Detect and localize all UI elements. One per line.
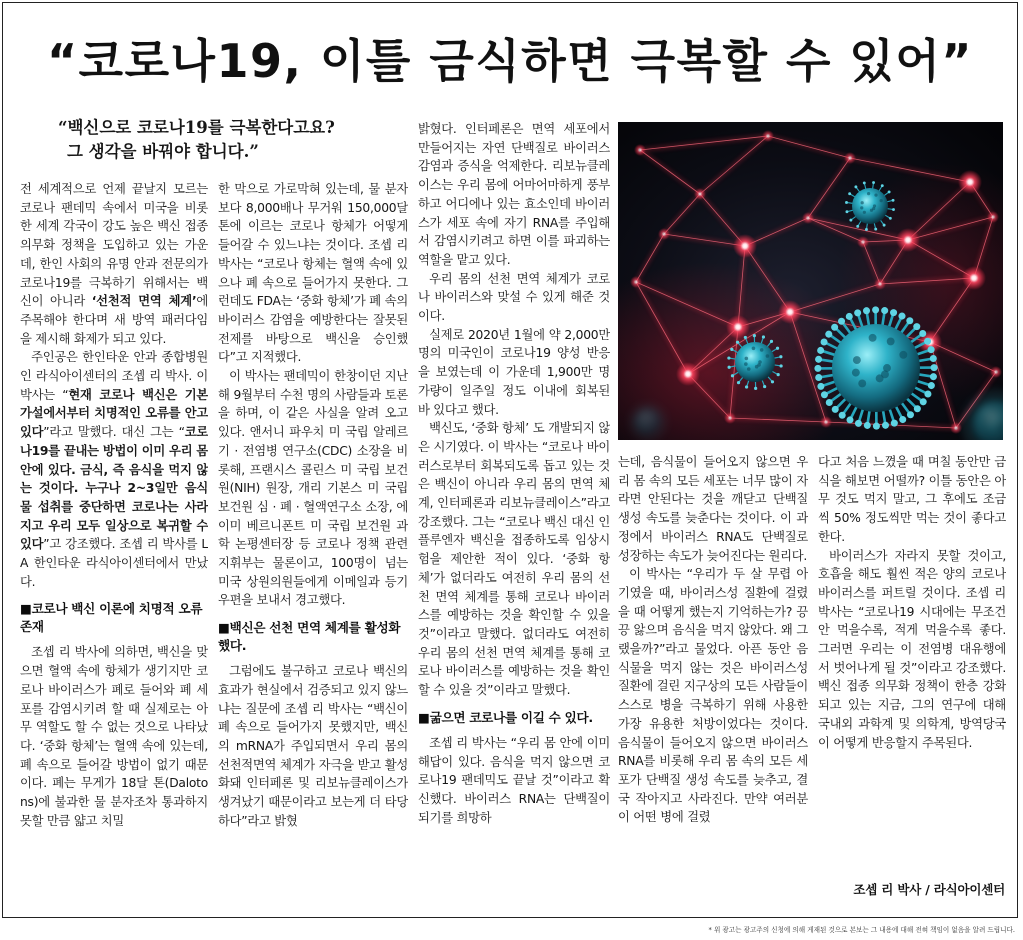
article-paragraph (618, 565, 808, 827)
virus-surface-dot (874, 194, 877, 197)
glowing-node (694, 188, 706, 200)
article-column-3 (418, 120, 610, 914)
virus-surface-dot (986, 430, 990, 434)
virus-spike-tip (744, 336, 747, 339)
glowing-node (762, 130, 774, 142)
bold-text: 현재 코로나 백신은 기본 가설에서부터 치명적인 오류를 안고 있다 (20, 387, 208, 440)
virus-spike-tip (838, 318, 845, 325)
virus-surface-dot (899, 351, 907, 359)
virus-spike-tip (891, 420, 898, 427)
virus-spike-tip (631, 411, 633, 413)
text-run: 조셉 리 박사는 “우리 몸 안에 이미 해답이 있다. 음식을 먹지 않으면 코로나19 팬데믹도 끝날 것”이라고 확신했다. 바이러스 RNA는 단백질이 되기를 희망하 (418, 735, 610, 825)
virus-surface-dot (996, 428, 1000, 432)
headline: “코로나19, 이틀 금식하면 극복할 수 있어” (46, 34, 974, 88)
virus-spike-tip (817, 347, 824, 354)
virus-spike-tip (826, 399, 833, 406)
article-paragraph (618, 453, 808, 565)
glowing-node (874, 278, 886, 290)
virus-spike-tip (636, 406, 638, 408)
glowing-node (724, 412, 736, 424)
virus-surface-dot (651, 412, 654, 415)
virus-surface-dot (648, 424, 651, 427)
virus-surface-dot (640, 422, 643, 425)
article-column-2 (218, 180, 408, 914)
virus-spike-tip (854, 185, 857, 188)
virus-spike-tip (872, 306, 879, 313)
text-run: 이 박사는 팬데믹이 한창이던 지난해 9월부터 수천 명의 사람들과 토론을 하며, 이 같은 사실을 알려 오고 있다. 앤서니 파우치 미 국립 알레르기 · 전염병 연구소(CDC) 소장을 비롯해, 프랜시스 콜린스 미 국립 보건원(NIH) 원장, 개리 기본스 미 국립 보건원 심 · 폐 · 혈액연구소 소장, 에이미 베르니폰트 미 국립 보건원 과학 논평센터장 등 코로나 정책 관련 지휘부는 물론이고, 100명이 넘는 미국 상원의원들에게 이메일과 등기우편을 보내서 경고했다. (218, 369, 408, 608)
virus-spike-tip (848, 192, 851, 195)
subheadline-line: 그 생각을 바꿔야 합니다.” (67, 142, 259, 161)
virus-spike-tip (970, 401, 974, 405)
virus-spike-tip (650, 403, 652, 405)
virus-surface-dot (745, 357, 749, 361)
glowing-node (844, 152, 856, 164)
virus-surface-dot (880, 199, 883, 202)
virus-surface-dot (641, 418, 644, 421)
virus-spike-tip (889, 217, 892, 220)
virus-spike-tip (629, 425, 631, 427)
article-column-4 (618, 453, 808, 914)
virus-surface-dot (853, 356, 861, 364)
virus-spike-tip (899, 416, 906, 423)
virus-spike-tip (770, 340, 773, 343)
virus-spike-tip (930, 373, 937, 380)
text-run: 조셉 리 박사에 의하면, 백신을 맞으면 혈액 속에 항체가 생기지만 코로나 바이러스가 폐로 들어와 폐 세포를 감염시키려 할 때 실제로는 아무 역할도 할 수 없는 것으로 나타났다. ‘중화 항체’는 혈액 속에 있는데, 폐 속으로 들어갈 방법이 없기 때문이다. 폐는 무게가 18달 톤(Dalotons)에 불과한 물 분자조차 통과하지 못할 만큼 얇고 치밀 (20, 645, 208, 828)
virus-surface-dot (858, 379, 866, 387)
virus-spike-tip (892, 208, 895, 211)
virus-spike-tip (963, 426, 967, 430)
text-run: 그럼에도 불구하고 코로나 백신의 효과가 현실에서 검증되고 있지 않느냐는 질문에 조셉 리 박사는 “백신이 폐 속으로 들어가지 못했지만, 백신의 mRNA가 주입되면서 우리 몸의 선천적면역 체계가 자극을 받고 활성화돼 인터페론 및 리보뉴클레이스가 생겨났기 때문이라고 보는게 더 타당하다”라고 밝혔 (218, 664, 408, 828)
glowing-node (896, 228, 920, 252)
article-paragraph (418, 120, 610, 270)
virus-spike-tip (763, 385, 766, 388)
text-run: 바이러스가 자라지 못할 것이고, 호흡을 해도 훨씬 적은 양의 코로나 바이러스를 퍼트릴 것이다. 조셉 리 박사는 “코로나19 시대에는 무조건 안 먹을수록, 적게 먹을수록 좋다. 그러면 우리는 이 전염병 대유행에서 벗어나게 될 것”이라고 강조했다. 백신 접종 의무화 정책이 한층 강화되고 있는 지금, 그의 연구에 대해 국내외 과학계 및 의학계, 방역당국이 어떻게 반응할지 주목된다. (818, 548, 1006, 750)
article-paragraph (20, 643, 208, 830)
virus-spike-tip (762, 335, 765, 338)
virus-surface-dot (870, 209, 873, 212)
virus-spike-tip (919, 330, 926, 337)
virus-spike-tip (914, 405, 921, 412)
virus-spike-tip (821, 391, 828, 398)
virus-spike-tip (728, 366, 731, 369)
article-paragraph (218, 367, 408, 610)
virus-surface-dot (983, 418, 987, 422)
text-run: 이 박사는 “우리가 두 살 무렵 아기였을 때, 바이러스성 질환에 걸렸을 때 어떻게 했는지 기억하는가? 끙끙 앓으며 음식을 먹지 않았다. 왜 그랬을까?”라고 물었다. 아픈 동안 음식물을 먹지 않는 것은 바이러스성 질환에 걸린 지구상의 모든 사람들이 스스로 병을 극복하기 위해 사용한 가장 유용한 처방이었다는 것이다. 음식물이 들어오지 않으면 바이러스 RNA를 비롯해 우리 몸 속의 모든 세포가 단백질 생성 속도를 늦추고, 결국 작아지고 사라진다. 만약 여러분이 어떤 병에 걸렸 (618, 567, 808, 825)
text-run: 한 막으로 가로막혀 있는데, 물 분자보다 8,000배나 무거워 150,000달 톤에 이르는 코로나 항체가 어떻게 들어갈 수 있느냐는 것이다. 조셉 리 박사는 “코로나 항체는 혈액 속에 있으나 폐 속으로 들어가지 못한다. 그런데도 FDA는 ‘중화 항체’가 폐 속의 바이러스 감염을 예방한다는 잘못된 전제를 바탕으로 백신을 승인했다”고 지적했다. (218, 182, 408, 365)
virus-spike-tip (736, 341, 739, 344)
virus-spike-tip (865, 228, 868, 231)
text-run: 밝혔다. 인터페론은 면역 세포에서 만들어지는 자연 단백질로 바이러스 감염과 증식을 억제한다. 리보뉴클레이스는 우리 몸에 어마어마하게 풍부하고 어디에나 있는 효소인데 바이러스가 세포 속에 자기 RNA를 주입해서 감염시키려고 하면 이를 파괴하는 역할을 맡고 있다. (418, 122, 610, 267)
virus-spike-tip (730, 348, 733, 351)
virus-surface-dot (992, 405, 996, 409)
virus-surface-dot (863, 211, 866, 214)
virus-spike-tip (753, 334, 756, 337)
virus-spike-tip (881, 307, 888, 314)
text-run: 우리 몸의 선천 면역 체계가 코로나 바이러스와 맞설 수 있게 해준 것이다. (418, 271, 610, 324)
virus-surface-dot (887, 337, 895, 345)
virus-spike-tip (965, 435, 969, 439)
virus-spike-tip (863, 181, 866, 184)
virus-spike-tip (845, 201, 848, 204)
virus-spike-tip (881, 184, 884, 187)
virus-spike-tip (863, 307, 870, 314)
virus-spike-tip (920, 398, 927, 405)
virus-spike-tip (814, 365, 821, 372)
text-run: ”라고 말했다. 대신 그는 “ (43, 425, 185, 440)
glowing-node (676, 362, 700, 386)
virus-spike-tip (846, 313, 853, 320)
virus-spike-tip (928, 346, 935, 353)
virus-spike-tip (832, 406, 839, 413)
article-paragraph (818, 453, 1006, 547)
virus-surface-dot (646, 411, 649, 414)
virus-spike-tip (632, 432, 634, 434)
virus-spike-tip (873, 423, 880, 430)
glowing-node (820, 416, 832, 428)
glowing-node (726, 315, 750, 339)
virus-surface-dot (744, 362, 748, 366)
virus-spike-tip (779, 355, 782, 358)
virus-spike-tip (874, 228, 877, 231)
virus-spike-tip (855, 420, 862, 427)
virus-spike-tip (656, 405, 658, 407)
virus-spike-tip (771, 380, 774, 383)
virus-surface-dot (867, 192, 870, 195)
bold-text: ‘선천적 면역 체계’ (91, 294, 197, 309)
text-run: 백신도, ‘중화 항체’ 도 개발되지 않은 시기였다. 이 박사는 “코로나 바이러스로부터 회복되도록 돕고 있는 것은 백신이 아니라 우리 몸의 면역 체계, 인터페론과 리보뉴클레이스”라고 강조했다. 그는 “코로나 백신 대신 인플루엔자 백신을 접종하도록 임상시험을 제안한 적이 있다. ‘중화 항체’가 없더라도 여전히 우리 몸의 선천 면역 체계를 통해 코로나 바이러스를 예방하는 것을 확인할 수 있을 것”이라고 말했다. 없더라도 여전히 우리 몸의 선천 면역 체계를 통해 코로나 바이러스를 예방하는 것을 확인할 수 있을 것”이라고 말했다. (418, 421, 610, 698)
virus-spike-tip (846, 416, 853, 423)
virus-spike-tip (776, 347, 779, 350)
virus-surface-dot (752, 346, 756, 350)
virus-spike-tip (629, 418, 631, 420)
article-paragraph (218, 180, 408, 367)
virus-spike-tip (839, 412, 846, 419)
virus-spike-tip (963, 417, 967, 421)
virus-surface-dot (876, 374, 884, 382)
virus-spike-tip (849, 219, 852, 222)
virus-surface-dot (655, 417, 658, 420)
virus-spike-tip (854, 309, 861, 316)
article-paragraph (20, 348, 208, 591)
virus-spike-tip (924, 338, 931, 345)
glowing-node (962, 266, 986, 290)
article-column-1 (20, 180, 208, 914)
text-run: 주인공은 한인타운 안과 종합병원인 라식아이센터의 조셉 리 박사. 이 박사는 “ (20, 350, 208, 402)
virus-spike-tip (845, 210, 848, 213)
virus-spike-tip (727, 356, 730, 359)
glowing-node (658, 228, 670, 240)
virus-spike-tip (754, 387, 757, 390)
coronavirus-illustration (618, 122, 1003, 440)
virus-spike-tip (898, 313, 905, 320)
virus-spike-tip (658, 436, 660, 438)
text-run: 전 세계적으로 언제 끝날지 모르는 코로나 팬데믹 속에서 미국을 비롯한 세계 각국이 강도 높은 백신 접종 의무화 정책을 도입하고 있는 가운데, 한인 사회의 유명 안과 전문의가 코로나19를 극복하기 위해서는 백신이 아니라 (20, 182, 208, 309)
byline: 조셉 리 박사 / 라식아이센터 (853, 882, 1005, 897)
article-paragraph (418, 326, 610, 420)
glowing-node (802, 212, 814, 224)
virus-spike-tip (662, 410, 664, 412)
virus-spike-tip (777, 373, 780, 376)
virus-spike-tip (985, 392, 989, 396)
virus-surface-dot (869, 334, 877, 342)
glowing-node (778, 300, 802, 324)
virus-spike-tip (825, 331, 832, 338)
virus-surface-dot (760, 348, 764, 352)
virus-spike-tip (907, 411, 914, 418)
glowing-node (990, 366, 1002, 378)
glowing-node (630, 276, 642, 288)
subheadline-quote (58, 116, 410, 164)
glowing-node (987, 211, 999, 223)
section-heading (20, 600, 208, 636)
virus-spike-tip (913, 323, 920, 330)
virus-spike-tip (745, 385, 748, 388)
glowing-node (634, 144, 646, 156)
virus-surface-dot (860, 206, 863, 209)
virus-spike-tip (883, 224, 886, 227)
glowing-node (857, 236, 869, 248)
text-run: ■백신은 선천 면역 체계를 활성화했다. (218, 620, 401, 654)
virus-spike-tip (637, 437, 639, 439)
virus-spike-tip (924, 390, 931, 397)
virus-spike-tip (965, 409, 969, 413)
virus-spike-tip (882, 422, 889, 429)
article-paragraph (418, 734, 610, 828)
virus-spike-tip (864, 422, 871, 429)
virus-spike-tip (977, 395, 981, 399)
virus-spike-tip (888, 190, 891, 193)
text-run: 실제로 2020년 1월에 약 2,000만 명의 미국인이 코로나19 양성 반응을 보였는데 이 가운데 1,900만 명 가량이 일주일 정도 이내에 회복된 바 있다고 했다. (418, 327, 610, 417)
ad-disclaimer: * 위 광고는 광고주의 신청에 의해 게재된 것으로 본보는 그 내용에 대해 전혀 책임이 없음을 알려 드립니다. (708, 926, 1015, 934)
virus-spike-tip (856, 225, 859, 228)
glowing-node (733, 234, 757, 258)
virus-particle (814, 306, 937, 429)
virus-surface-dot (766, 354, 770, 358)
text-run: 다고 처음 느꼈을 때 며칠 동안만 금식을 해보면 어떨까? 이틀 동안은 아무 것도 먹지 말고, 그 후에도 조금씩 50% 정도씩만 먹는 것이 좋다고 한다. (818, 455, 1006, 544)
virus-spike-tip (665, 424, 667, 426)
text-run: ■코로나 백신 이론에 치명적 오류 존재 (20, 601, 203, 635)
virus-spike-tip (831, 324, 838, 331)
virus-spike-tip (731, 374, 734, 377)
article-paragraph (418, 419, 610, 700)
virus-spike-tip (890, 309, 897, 316)
article-paragraph (20, 180, 208, 348)
virus-spike-tip (815, 356, 822, 363)
virus-spike-tip (642, 403, 644, 405)
text-run: 는데, 음식물이 들어오지 않으면 우리 몸 속의 모든 세포는 너무 많이 자라면 안된다는 것을 깨닫고 단백질 생성 속도를 늦춘다는 것이다. 이 과정에서 바이러스 RNA도 단백질로 성장하는 속도가 늦어진다는 원리다. (618, 455, 808, 563)
virus-spike-tip (872, 181, 875, 184)
virus-spike-tip (994, 390, 998, 394)
virus-spike-tip (931, 364, 938, 371)
virus-spike-tip (928, 382, 935, 389)
virus-spike-tip (892, 199, 895, 202)
coronavirus-network-icon (618, 122, 1003, 440)
glowing-node (958, 170, 982, 194)
virus-surface-dot (755, 365, 759, 369)
virus-surface-dot (747, 367, 751, 371)
virus-spike-tip (780, 364, 783, 367)
article-paragraph (218, 662, 408, 830)
virus-spike-tip (737, 381, 740, 384)
virus-spike-tip (663, 430, 665, 432)
bold-text: 코로나19를 끝내는 방법이 이미 우리 몸 안에 있다. 금식, 즉 음식을 먹지 않는 것이다. 누구나 2~3일만 음식 물 섭취를 중단하면 코로나는 사라지고 우리 모두 일상으로 복귀할 수 있다 (20, 425, 208, 552)
virus-spike-tip (930, 355, 937, 362)
virus-spike-tip (665, 416, 667, 418)
glowing-node (950, 422, 962, 434)
virus-spike-tip (815, 374, 822, 381)
article-column-5 (818, 453, 1006, 873)
text-run: ■굶으면 코로나를 이길 수 있다. (418, 709, 593, 725)
article-paragraph (818, 547, 1006, 753)
section-heading (418, 709, 610, 727)
virus-surface-dot (983, 424, 987, 428)
virus-spike-tip (817, 383, 824, 390)
text-run: 에 주목해야 한다며 새 방역 패러다임을 제시해 화제가 되고 있다. (20, 294, 208, 346)
virus-surface-dot (852, 369, 860, 377)
subheadline-line: “백신으로 코로나19를 극복한다고요? (58, 118, 335, 137)
text-run: ”고 강조했다. 조셉 리 박사를 LA 한인타운 라식아이센터에서 만났다. (20, 537, 208, 589)
virus-spike-tip (821, 338, 828, 345)
section-heading (218, 619, 408, 655)
virus-surface-dot (642, 426, 645, 429)
virus-spike-tip (906, 317, 913, 324)
virus-surface-dot (861, 201, 864, 204)
article-paragraph (418, 270, 610, 326)
